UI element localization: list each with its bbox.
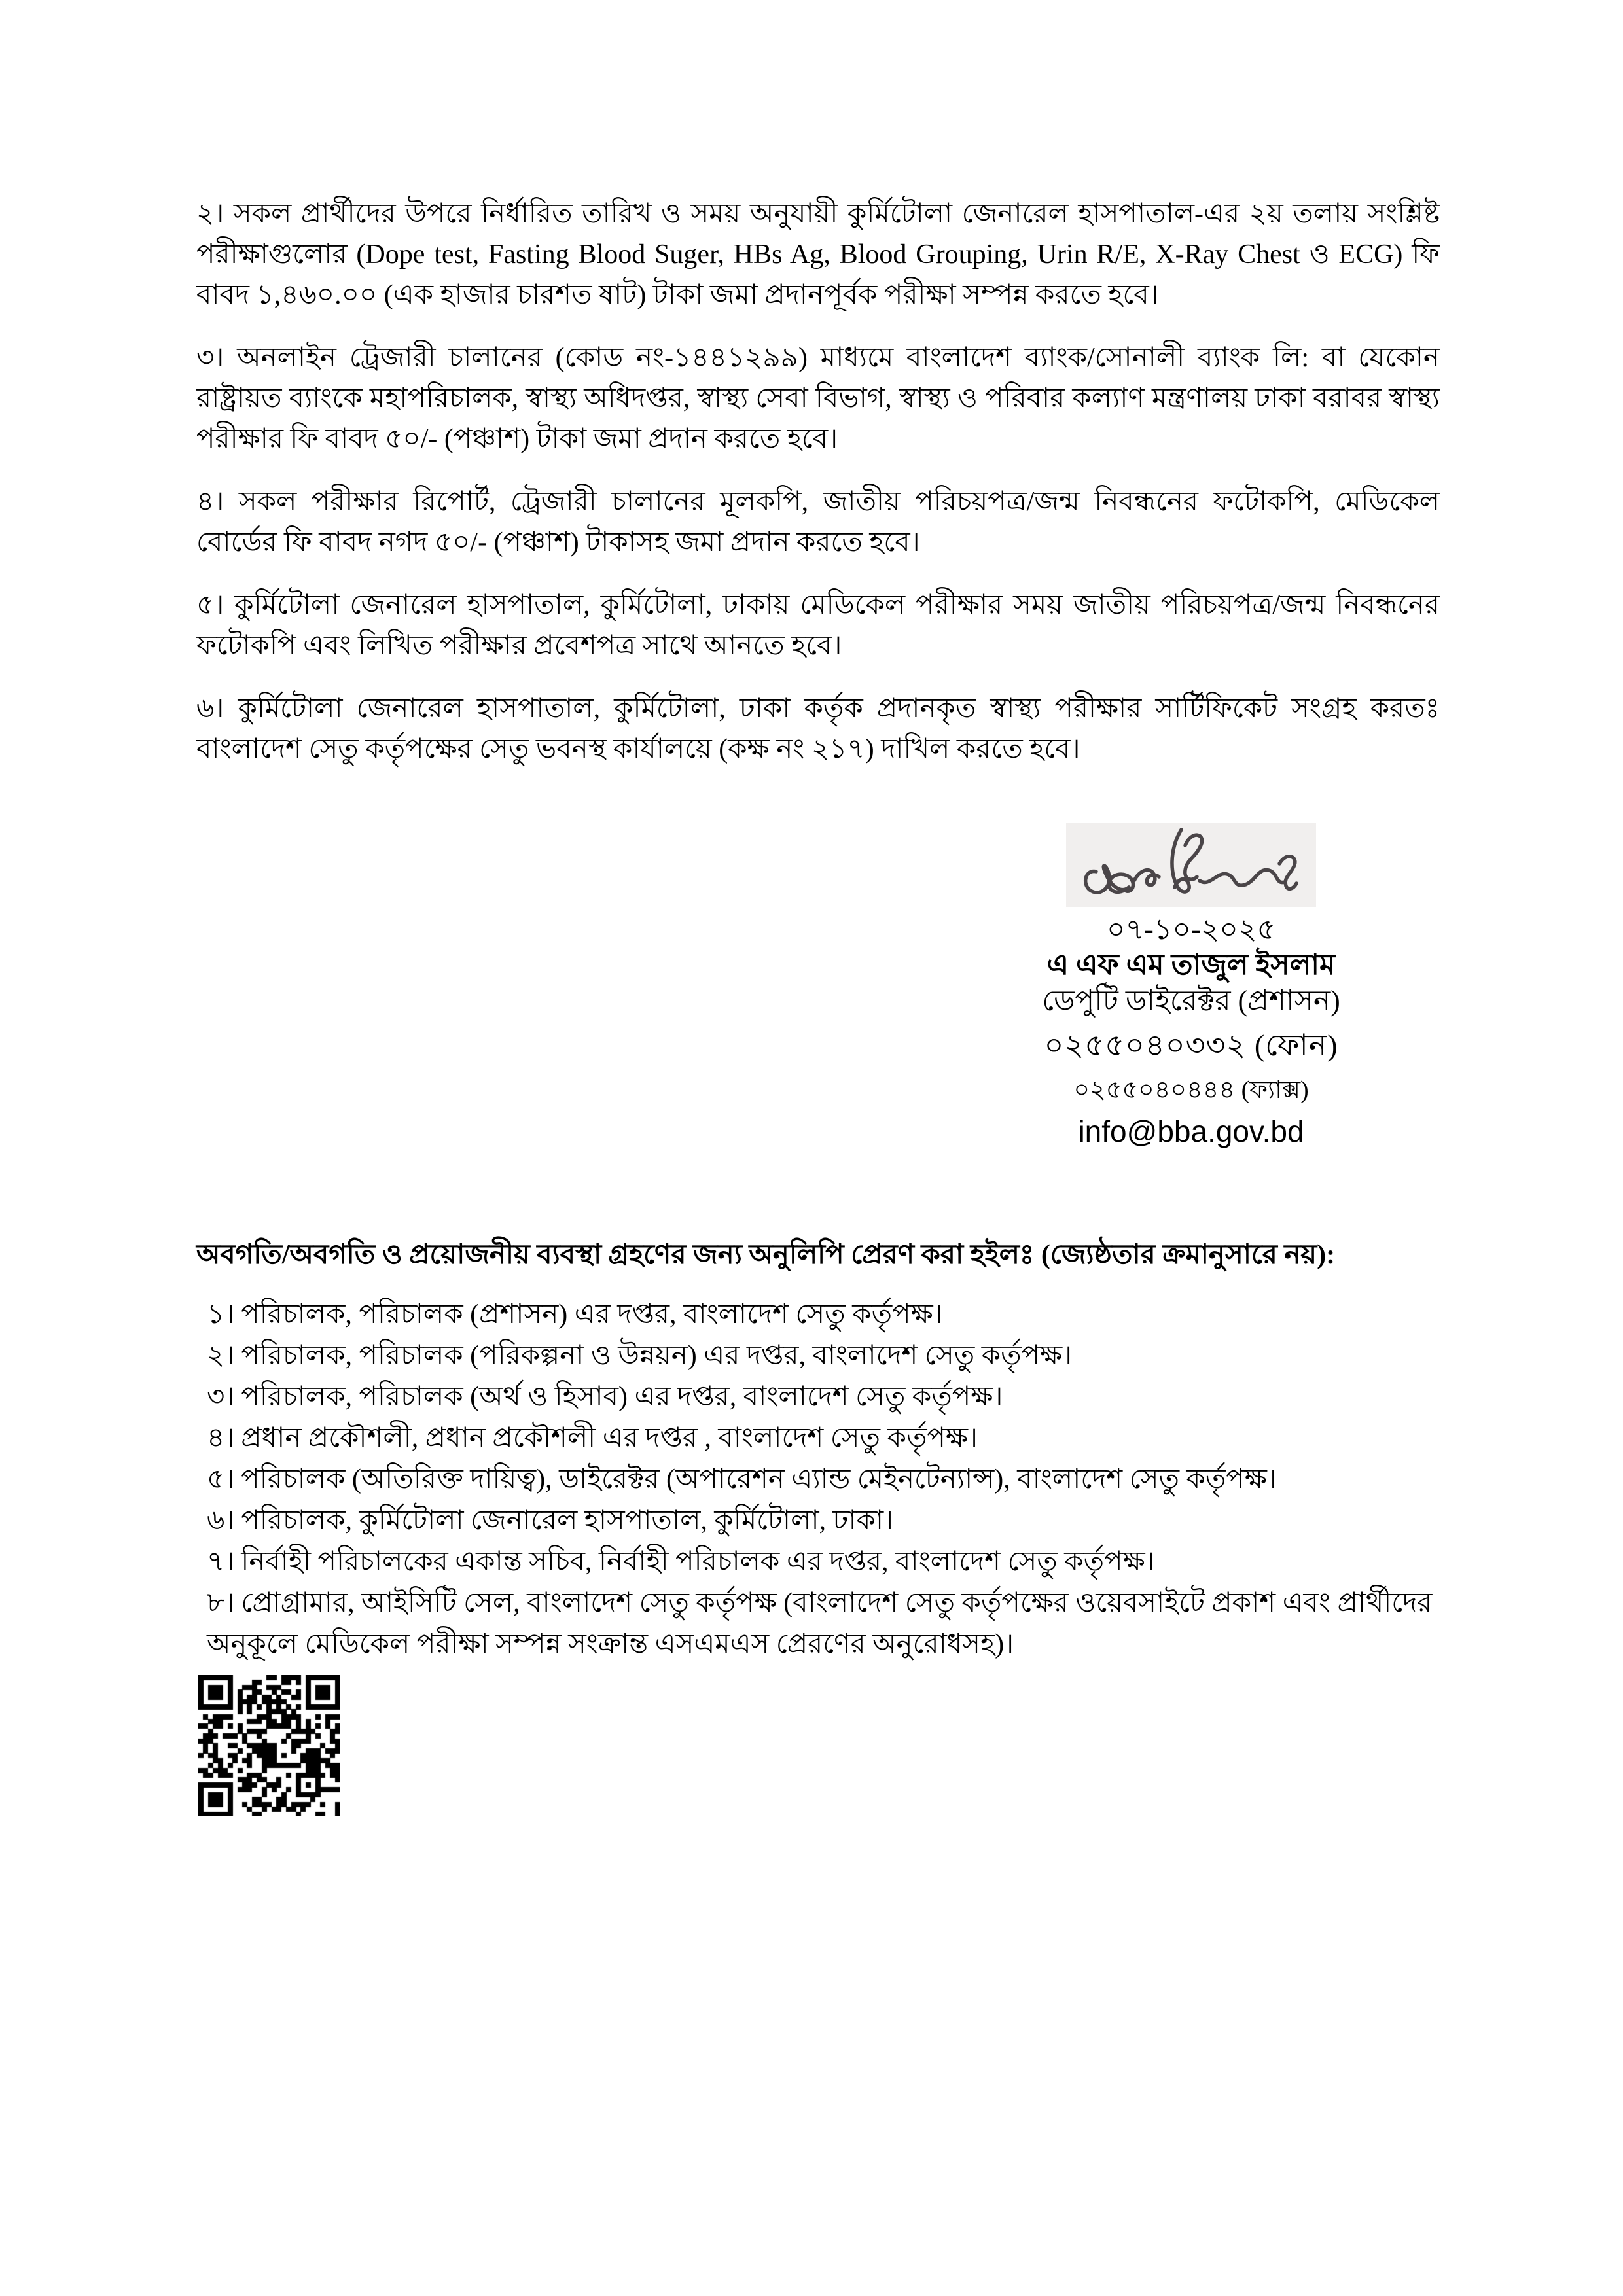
copy-list-item <box>207 1500 1479 1542</box>
paragraph-5 <box>196 585 1440 666</box>
copy-item-number: ৩। <box>207 1382 235 1412</box>
paragraph-2-text: সকল প্রার্থীদের উপরে নির্ধারিত তারিখ ও সময় অনুযায়ী কুর্মিটোলা জেনারেল হাসপাতাল-এর ২য় তলায় সংশ্লিষ্ট পরীক্ষাগুলোর (Dope test, Fasting Blood Suger, HBs Ag, Blood Grouping, Urin R/E, X-Ray Chest ও ECG) ফি বাবদ ১,৪৬০.০০ (এক হাজার চারশত ষাট) টাকা জমা প্রদানপূর্বক পরীক্ষা সম্পন্ন করতে হবে। <box>196 199 1440 310</box>
copy-item-text: পরিচালক, কুর্মিটোলা জেনারেল হাসপাতাল, কুর্মিটোলা, ঢাকা। <box>241 1506 894 1536</box>
copy-item-text: নির্বাহী পরিচালকের একান্ত সচিব, নির্বাহী পরিচালক এর দপ্তর, বাংলাদেশ সেতু কর্তৃপক্ষ। <box>241 1547 1155 1577</box>
paragraph-3-text: অনলাইন ট্রেজারী চালানের (কোড নং-১৪৪১২৯৯) মাধ্যমে বাংলাদেশ ব্যাংক/সোনালী ব্যাংক লি: বা যেকোন রাষ্ট্রায়ত ব্যাংকে মহাপরিচালক, স্বাস্থ্য অধিদপ্তর, স্বাস্থ্য সেবা বিভাগ, স্বাস্থ্য ও পরিবার কল্যাণ মন্ত্রণালয় ঢাকা বরাবর স্বাস্থ্য পরীক্ষার ফি বাবদ ৫০/- (পঞ্চাশ) টাকা জমা প্রদান করতে হবে। <box>196 343 1440 454</box>
copy-list-item <box>207 1335 1479 1377</box>
paragraph-6-number: ৬। <box>196 694 224 724</box>
copy-list-item <box>207 1542 1479 1583</box>
copy-list-item <box>207 1583 1479 1665</box>
copy-item-number: ৮। <box>207 1588 235 1618</box>
paragraph-5-number: ৫। <box>196 590 224 620</box>
signatory-designation: ডেপুটি ডাইরেক্টর (প্রশাসন) <box>1042 985 1340 1017</box>
paragraph-4-number: ৪। <box>196 487 224 517</box>
copy-item-number: ২। <box>207 1341 235 1371</box>
copy-list-item <box>207 1418 1479 1459</box>
signatory-fax: ০২৫৫০৪০৪৪৪ (ফ্যাক্স) <box>1073 1076 1309 1104</box>
copy-item-text: পরিচালক, পরিচালক (প্রশাসন) এর দপ্তর, বাংলাদেশ সেতু কর্তৃপক্ষ। <box>241 1299 943 1330</box>
copy-item-text: পরিচালক (অতিরিক্ত দায়িত্ব), ডাইরেক্টর (অপারেশন এ্যান্ড মেইনটেন্যান্স), বাংলাদেশ সেতু কর্তৃপক্ষ। <box>241 1464 1277 1494</box>
copy-item-text: প্রধান প্রকৌশলী, প্রধান প্রকৌশলী এর দপ্তর , বাংলাদেশ সেতু কর্তৃপক্ষ। <box>241 1423 978 1453</box>
copy-item-text: পরিচালক, পরিচালক (অর্থ ও হিসাব) এর দপ্তর, বাংলাদেশ সেতু কর্তৃপক্ষ। <box>241 1382 1003 1412</box>
paragraph-5-text: কুর্মিটোলা জেনারেল হাসপাতাল, কুর্মিটোলা, ঢাকায় মেডিকেল পরীক্ষার সময় জাতীয় পরিচয়পত্র/জন্ম নিবন্ধনের ফটোকপি এবং লিখিত পরীক্ষার প্রবেশপত্র সাথে আনতে হবে। <box>196 590 1440 661</box>
body-paragraphs <box>196 194 1440 792</box>
signature-block <box>949 823 1433 1148</box>
copy-list-heading: অবগতি/অবগতি ও প্রয়োজনীয় ব্যবস্থা গ্রহণের জন্য অনুলিপি প্রেরণ করা হইলঃ (জ্যেষ্ঠতার ক্রমানুসারে নয়): <box>196 1240 1336 1270</box>
copy-item-number: ৪। <box>207 1423 235 1453</box>
qr-code <box>198 1675 340 1816</box>
copy-list-section <box>196 1235 1479 1665</box>
handwritten-signature-image <box>1066 823 1316 907</box>
copy-list-item <box>207 1377 1479 1418</box>
copy-item-number: ৬। <box>207 1506 235 1536</box>
copy-list-item <box>207 1459 1479 1500</box>
paragraph-4 <box>196 482 1440 563</box>
copy-item-text: পরিচালক, পরিচালক (পরিকল্পনা ও উন্নয়ন) এর দপ্তর, বাংলাদেশ সেতু কর্তৃপক্ষ। <box>241 1341 1073 1371</box>
signatory-phone: ০২৫৫০৪০৩৩২ (ফোন) <box>1044 1029 1338 1062</box>
signature-date: ০৭-১০-২০২৫ <box>1106 913 1276 945</box>
copy-list-item <box>207 1294 1479 1335</box>
paragraph-2 <box>196 194 1440 315</box>
paragraph-6-text: কুর্মিটোলা জেনারেল হাসপাতাল, কুর্মিটোলা, ঢাকা কর্তৃক প্রদানকৃত স্বাস্থ্য পরীক্ষার সার্টিফিকেট সংগ্রহ করতঃ বাংলাদেশ সেতু কর্তৃপক্ষের সেতু ভবনস্থ কার্যালয়ে (কক্ষ নং ২১৭) দাখিল করতে হবে। <box>196 694 1440 764</box>
paragraph-3-number: ৩। <box>196 343 224 373</box>
signatory-email: info@bba.gov.bd <box>1078 1114 1304 1148</box>
paragraph-3 <box>196 338 1440 459</box>
paragraph-6 <box>196 688 1440 769</box>
copy-item-number: ৭। <box>207 1547 235 1577</box>
paragraph-4-text: সকল পরীক্ষার রিপোর্ট, ট্রেজারী চালানের মূলকপি, জাতীয় পরিচয়পত্র/জন্ম নিবন্ধনের ফটোকপি, মেডিকেল বোর্ডের ফি বাবদ নগদ ৫০/- (পঞ্চাশ) টাকাসহ জমা প্রদান করতে হবে। <box>196 487 1440 557</box>
copy-item-number: ৫। <box>207 1464 235 1494</box>
copy-list <box>196 1294 1479 1665</box>
signatory-name: এ এফ এম তাজুল ইসলাম <box>1046 949 1336 981</box>
copy-item-number: ১। <box>207 1299 235 1330</box>
paragraph-2-number: ২। <box>196 199 224 229</box>
copy-item-text: প্রোগ্রামার, আইসিটি সেল, বাংলাদেশ সেতু কর্তৃপক্ষ (বাংলাদেশ সেতু কর্তৃপক্ষের ওয়েবসাইটে প্রকাশ এবং প্রার্থীদের অনুকূলে মেডিকেল পরীক্ষা সম্পন্ন সংক্রান্ত এসএমএস প্রেরণের অনুরোধসহ)। <box>207 1588 1433 1659</box>
